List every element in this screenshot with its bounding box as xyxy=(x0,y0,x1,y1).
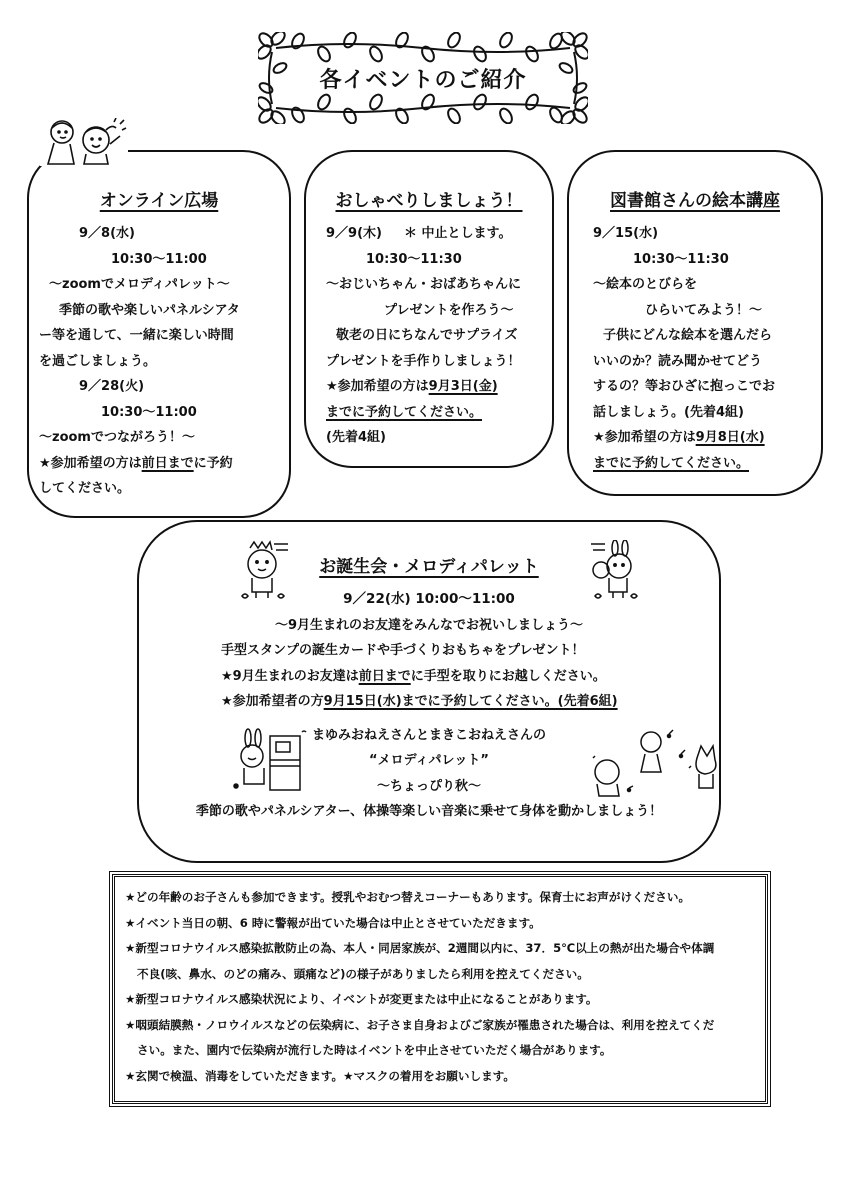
event-description: 手型スタンプの誕生カードや手づくりおもちゃをプレゼント！ xyxy=(221,643,585,658)
card-title: 図書館さんの絵本講座 xyxy=(610,191,780,211)
reservation-note: までに予約してください。 xyxy=(326,404,483,420)
notice-item: ★どの年齢のお子さんも参加できます。授乳やおむつ替えコーナーもあります。保育士にお声がけください。 xyxy=(125,890,691,904)
event-time: 10:30～11:00 xyxy=(111,251,207,267)
page-title: 各イベントのご紹介 xyxy=(319,67,527,93)
event-description: 敬老の日にちなんでサプライズ xyxy=(336,328,518,343)
notice-item: ★新型コロナウイルス感染拡散防止の為、本人・同居家族が、2週間以内に、37．5℃以上の熱が出た場合や体調 xyxy=(125,941,715,955)
melody-subtitle: ～ちょっぴり秋～ xyxy=(376,778,481,794)
notice-item-continued: 不良(咳、鼻水、のどの痛み、頭痛など)の様子がありましたら利用を控えてください。 xyxy=(137,966,589,981)
reservation-deadline: 9月15日(水)までに予約してください。(先着6組) xyxy=(323,694,618,709)
event-theme: ～zoomでメロディパレット～ xyxy=(49,277,230,292)
cancellation-notice: ＊ 中止とします。 xyxy=(403,226,512,241)
event-description: 季節の歌や楽しいパネルシアタ xyxy=(59,302,240,318)
event-date: 9／28(火) xyxy=(79,379,145,394)
note-text: に手型を取りにお越しください。 xyxy=(410,668,606,684)
mother-and-child-illustration xyxy=(40,118,128,166)
reservation-note: までに予約してください。 xyxy=(593,455,750,471)
notice-item: ★新型コロナウイルス感染状況により、イベントが変更または中止になることがあります。 xyxy=(125,992,598,1006)
notice-item: ★咽頭結膜熱・ノロウイルスなどの伝染病に、お子さま自身およびご家族が罹患された場合は、利用を控えてくだ xyxy=(125,1017,715,1032)
event-description: ー等を通して、一緒に楽しい時間 xyxy=(39,328,234,343)
event-card-talk xyxy=(304,150,554,468)
rabbit-with-bouquet-illustration xyxy=(585,540,641,602)
reservation-note xyxy=(593,425,821,451)
event-time: 10:30～11:00 xyxy=(101,404,197,420)
event-time: 10:30～11:30 xyxy=(633,251,729,267)
note-text: ★9月生まれのお友達は xyxy=(221,668,359,684)
event-theme: ～9月生まれのお友達をみんなでお祝いしましょう～ xyxy=(274,617,584,633)
event-card-online xyxy=(27,150,291,518)
melody-description: 季節の歌やパネルシアター、体操等楽しい音楽に乗せて身体を動かしましょう！ xyxy=(195,804,663,819)
rabbit-playing-piano-illustration xyxy=(232,728,312,798)
reservation-deadline: 前日まで xyxy=(141,455,194,471)
notice-item: ★イベント当日の朝、6 時に警報が出ていた場合は中止とさせていただきます。 xyxy=(125,915,541,930)
notice-box xyxy=(112,874,768,1104)
reservation-text: に予約 xyxy=(193,455,233,471)
handprint-deadline: 前日まで xyxy=(358,668,411,684)
reservation-note: してください。 xyxy=(39,481,131,496)
reservation-deadline: 9月8日(水) xyxy=(695,430,765,445)
event-description: いいのか？読み聞かせてどう xyxy=(593,353,763,369)
card-title: おしゃべりしましょう！ xyxy=(335,191,523,211)
notice-item: ★玄関で検温、消毒をしていただきます。★マスクの着用をお願いします。 xyxy=(125,1068,515,1083)
event-theme: ～zoomでつながろう！～ xyxy=(39,430,195,445)
title-banner xyxy=(258,32,588,124)
melody-performers: まゆみおねえさんとまきこおねえさんの xyxy=(311,727,546,743)
event-theme: プレゼントを作ろう～ xyxy=(384,302,514,318)
event-description: プレゼントを手作りしましょう！ xyxy=(326,353,521,369)
reservation-text: ★参加希望者の方 xyxy=(221,694,324,709)
crowned-tiger-illustration xyxy=(238,540,294,602)
event-date: 9／15(水) xyxy=(593,226,659,241)
event-description: を過ごしましょう。 xyxy=(39,353,157,369)
melody-title: “メロディパレット” xyxy=(369,753,489,768)
card-title: オンライン広場 xyxy=(99,191,219,211)
event-description: 子供にどんな絵本を選んだら xyxy=(603,328,773,343)
event-theme: ひらいてみよう！～ xyxy=(645,302,763,318)
event-time: 10:30～11:30 xyxy=(366,251,462,267)
capacity-note: (先着4組) xyxy=(326,430,386,445)
event-description: 話しましょう。(先着4組) xyxy=(593,404,744,420)
event-description: するの？等おひざに抱っこでお xyxy=(593,379,776,394)
reservation-note xyxy=(221,689,719,715)
reservation-text: ★参加希望の方は xyxy=(326,379,429,394)
notice-item-continued: さい。また、園内で伝染病が流行した時はイベントを中止させていただく場合があります。 xyxy=(137,1043,612,1057)
event-date: 9／8(水) xyxy=(79,226,135,241)
reservation-text: ★参加希望の方は xyxy=(39,455,142,471)
event-theme: ～絵本のとびらを xyxy=(593,277,698,292)
dancing-animals-illustration xyxy=(585,728,725,798)
event-date: 9／9(木) xyxy=(326,226,382,241)
event-theme: ～おじいちゃん・おばあちゃんに xyxy=(326,277,522,292)
reservation-note xyxy=(326,374,552,400)
event-card-library xyxy=(567,150,823,496)
reservation-note xyxy=(39,451,289,477)
card-title: お誕生会・メロディパレット xyxy=(319,557,539,577)
event-date-row xyxy=(326,221,552,247)
reservation-text: ★参加希望の方は xyxy=(593,430,696,445)
reservation-deadline: 9月3日(金) xyxy=(428,379,498,394)
event-datetime: 9／22(水) 10:00～11:00 xyxy=(343,591,515,607)
handprint-note xyxy=(221,664,719,690)
